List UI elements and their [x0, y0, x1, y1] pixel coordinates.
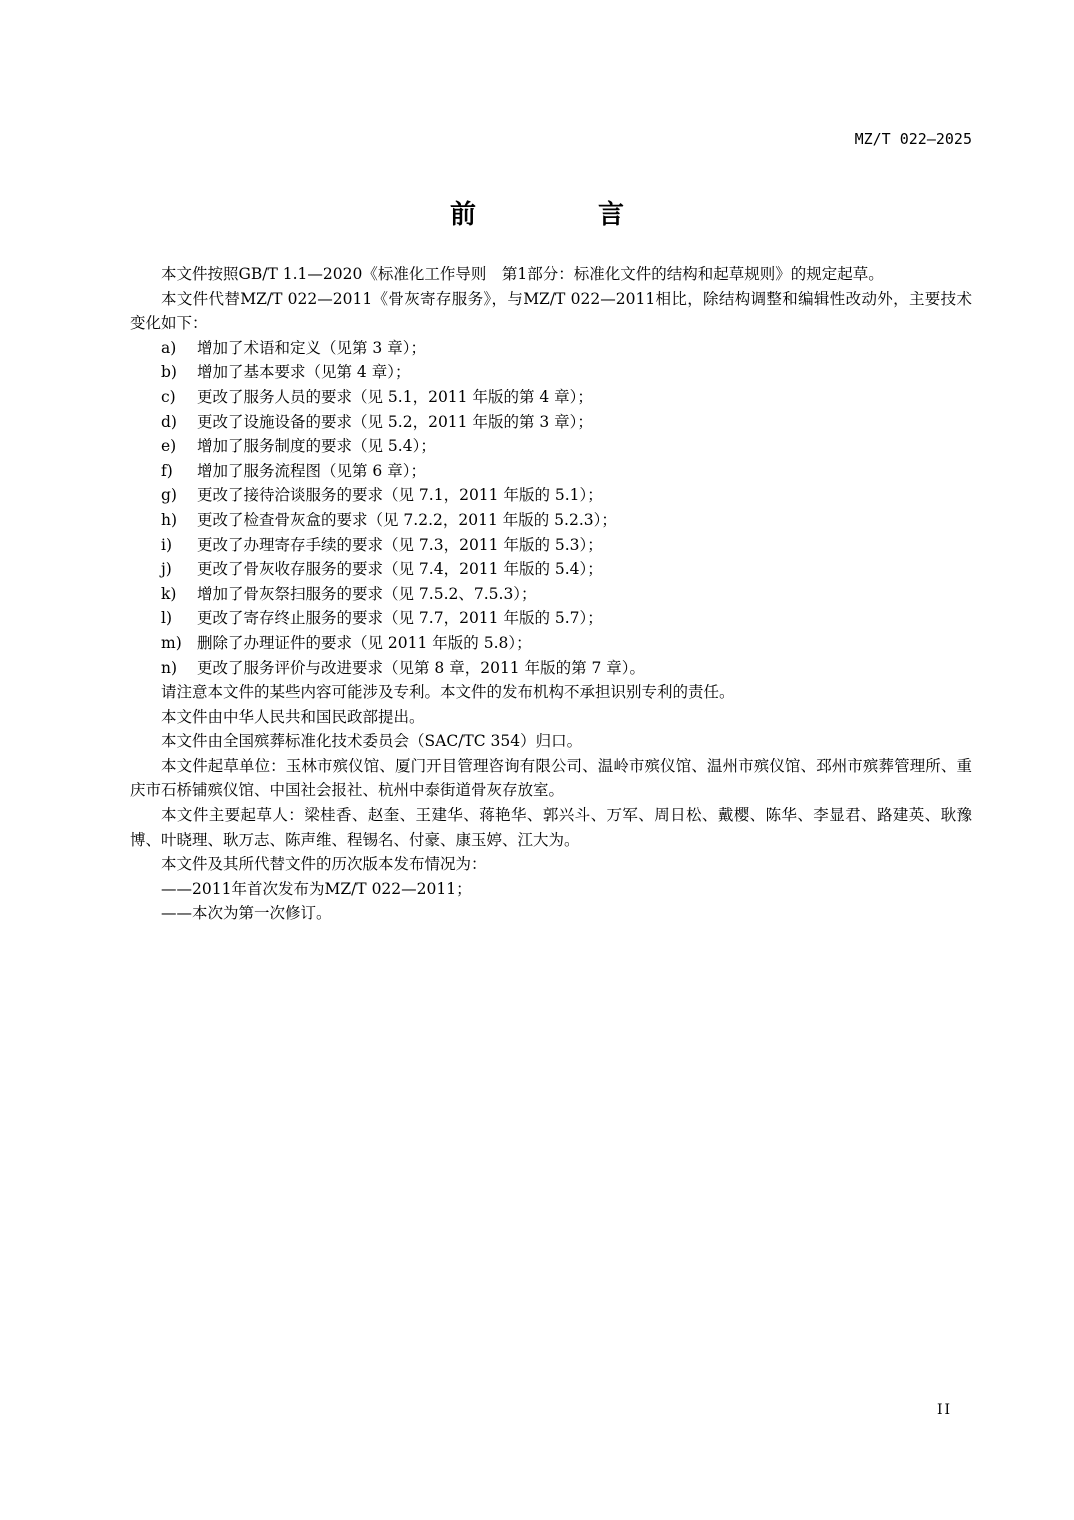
- paragraph-drafters: 本文件主要起草人：梁桂香、赵奎、王建华、蒋艳华、郭兴斗、万军、周日松、戴樱、陈华、李显君、路建英、耿豫博、叶晓理、耿万志、陈声维、程锡名、付豪、康玉婷、江大为。: [130, 806, 972, 849]
- paragraph-drafting-rules: 本文件按照GB/T 1.1—2020《标准化工作导则 第1部分：标准化文件的结构和起草规则》的规定起草。: [161, 265, 884, 283]
- list-marker: a): [161, 338, 177, 357]
- list-marker: n): [161, 658, 178, 677]
- list-item: [130, 631, 972, 656]
- list-item-text: 更改了服务评价与改进要求（见第 8 章，2011 年版的第 7 章）。: [197, 658, 646, 677]
- list-item-text: 增加了术语和定义（见第 3 章）；: [197, 338, 426, 357]
- foreword-body: [130, 262, 972, 926]
- list-item-text: 更改了寄存终止服务的要求（见 7.7，2011 年版的 5.7）；: [197, 609, 603, 628]
- list-item-text: 更改了检查骨灰盒的要求（见 7.2.2，2011 年版的 5.2.3）；: [197, 510, 617, 529]
- list-marker: b): [161, 363, 177, 382]
- list-item: [130, 483, 972, 508]
- list-marker: h): [161, 510, 178, 529]
- paragraph-history-intro: 本文件及其所代替文件的历次版本发布情况为：: [161, 855, 487, 874]
- list-item-text: 增加了服务制度的要求（见 5.4）；: [197, 437, 436, 456]
- list-item: [130, 557, 972, 582]
- list-item-text: 更改了骨灰收存服务的要求（见 7.4，2011 年版的 5.4）；: [197, 560, 603, 579]
- history-item: ——2011年首次发布为MZ/T 022—2011；: [161, 879, 472, 898]
- list-item: [130, 656, 972, 681]
- list-item: [130, 459, 972, 484]
- list-item: [130, 582, 972, 607]
- page-number: II: [936, 1402, 952, 1418]
- paragraph-replacement: 本文件代替MZ/T 022—2011《骨灰寄存服务》，与MZ/T 022—2011相比，除结构调整和编辑性改动外，主要技术变化如下：: [130, 289, 972, 333]
- changes-list: [130, 336, 972, 680]
- paragraph-centralized: 本文件由全国殡葬标准化技术委员会（SAC/TC 354）归口。: [161, 732, 583, 751]
- history-item: ——本次为第一次修订。: [161, 904, 332, 923]
- list-marker: g): [161, 486, 177, 505]
- list-item: [130, 336, 972, 361]
- list-item-text: 更改了服务人员的要求（见 5.1，2011 年版的第 4 章）；: [197, 387, 593, 406]
- document-code: MZ/T 022—2025: [854, 130, 972, 148]
- list-marker: j): [161, 560, 172, 579]
- list-marker: l): [161, 609, 173, 628]
- list-marker: i): [161, 535, 173, 554]
- list-marker: m): [161, 633, 182, 652]
- list-item-text: 更改了设施设备的要求（见 5.2，2011 年版的第 3 章）；: [197, 412, 593, 431]
- list-item-text: 删除了办理证件的要求（见 2011 年版的 5.8）；: [197, 633, 532, 652]
- list-item-text: 增加了基本要求（见第 4 章）；: [197, 363, 411, 382]
- list-item-text: 增加了服务流程图（见第 6 章）；: [197, 461, 426, 480]
- page-title: 前 言: [449, 200, 672, 230]
- list-marker: d): [161, 412, 177, 431]
- list-item: [130, 606, 972, 631]
- list-item-text: 更改了办理寄存手续的要求（见 7.3，2011 年版的 5.3）；: [197, 535, 603, 554]
- list-item-text: 增加了骨灰祭扫服务的要求（见 7.5.2、7.5.3）；: [197, 584, 537, 603]
- list-item: [130, 360, 972, 385]
- paragraph-proposer: 本文件由中华人民共和国民政部提出。: [161, 707, 425, 726]
- history-list: [130, 877, 972, 926]
- list-item: [130, 533, 972, 558]
- list-item: [130, 434, 972, 459]
- list-marker: f): [161, 461, 173, 480]
- list-marker: e): [161, 437, 177, 456]
- list-item: [130, 410, 972, 435]
- list-item: [130, 508, 972, 533]
- paragraph-drafting-units: 本文件起草单位：玉林市殡仪馆、厦门开目管理咨询有限公司、温岭市殡仪馆、温州市殡仪馆、邳州市殡葬管理所、重庆市石桥铺殡仪馆、中国社会报社、杭州中泰街道骨灰存放室。: [130, 756, 972, 800]
- list-marker: k): [161, 584, 177, 603]
- list-item-text: 更改了接待洽谈服务的要求（见 7.1，2011 年版的 5.1）；: [197, 486, 603, 505]
- paragraph-patent-notice: 请注意本文件的某些内容可能涉及专利。本文件的发布机构不承担识别专利的责任。: [161, 683, 735, 702]
- list-marker: c): [161, 387, 176, 406]
- list-item: [130, 385, 972, 410]
